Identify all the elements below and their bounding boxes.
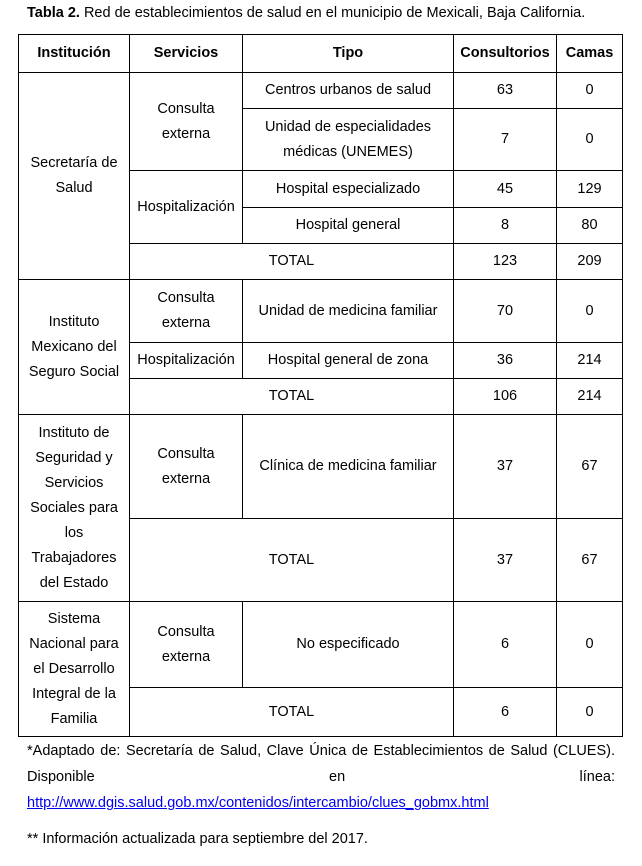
- camas-cell: 80: [557, 208, 623, 244]
- total-label: TOTAL: [130, 688, 454, 737]
- tipo-cell: Hospital general: [243, 208, 454, 244]
- source-link-wrapper: [27, 790, 489, 816]
- tipo-cell: Hospital general de zona: [243, 343, 454, 379]
- update-footnote: ** Información actualizada para septiembre del 2017.: [27, 831, 368, 847]
- header-tipo: Tipo: [243, 35, 454, 73]
- total-camas: 214: [557, 379, 623, 415]
- table-row: [19, 280, 623, 343]
- tipo-cell: Unidad de medicina familiar: [243, 280, 454, 343]
- tipo-cell: Clínica de medicina familiar: [243, 415, 454, 519]
- institution-cell: Sistema Nacional para el Desarrollo Integral de la Familia: [19, 602, 130, 737]
- consultorios-cell: 45: [454, 171, 557, 208]
- source-footnote: *Adaptado de: Secretaría de Salud, Clave Única de Establecimientos de Salud (CLUES). Disponible en línea:: [27, 743, 615, 785]
- total-camas: 0: [557, 688, 623, 737]
- consultorios-cell: 37: [454, 415, 557, 519]
- table-row: [19, 415, 623, 519]
- camas-cell: 67: [557, 415, 623, 519]
- total-camas: 209: [557, 244, 623, 280]
- consultorios-cell: 63: [454, 73, 557, 109]
- institution-cell: Secretaría de Salud: [19, 73, 130, 280]
- tipo-cell: Centros urbanos de salud: [243, 73, 454, 109]
- servicio-cell: Consulta externa: [130, 280, 243, 343]
- servicio-cell: Hospitalización: [130, 343, 243, 379]
- servicio-cell: Consulta externa: [130, 415, 243, 519]
- health-establishments-table: [18, 34, 623, 737]
- camas-cell: 214: [557, 343, 623, 379]
- header-servicios: Servicios: [130, 35, 243, 73]
- total-label: TOTAL: [130, 379, 454, 415]
- camas-cell: 0: [557, 109, 623, 171]
- total-label: TOTAL: [130, 519, 454, 602]
- header-consultorios: Consultorios: [454, 35, 557, 73]
- camas-cell: 129: [557, 171, 623, 208]
- camas-cell: 0: [557, 73, 623, 109]
- total-consultorios: 6: [454, 688, 557, 737]
- consultorios-cell: 6: [454, 602, 557, 688]
- caption-text: Red de establecimientos de salud en el municipio de Mexicali, Baja California.: [83, 5, 586, 21]
- tipo-cell: Hospital especializado: [243, 171, 454, 208]
- table-row: [19, 73, 623, 109]
- servicio-cell: Consulta externa: [130, 602, 243, 688]
- consultorios-cell: 8: [454, 208, 557, 244]
- institution-cell: Instituto de Seguridad y Servicios Sociales para los Trabajadores del Estado: [19, 415, 130, 602]
- header-camas: Camas: [557, 35, 623, 73]
- camas-cell: 0: [557, 602, 623, 688]
- source-link[interactable]: http://www.dgis.salud.gob.mx/contenidos/intercambio/clues_gobmx.html: [27, 795, 489, 811]
- total-label: TOTAL: [130, 244, 454, 280]
- consultorios-cell: 70: [454, 280, 557, 343]
- consultorios-cell: 36: [454, 343, 557, 379]
- caption-label: Tabla 2.: [27, 5, 80, 21]
- table-row: [19, 602, 623, 688]
- camas-cell: 0: [557, 280, 623, 343]
- institution-cell: Instituto Mexicano del Seguro Social: [19, 280, 130, 415]
- header-institucion: Institución: [19, 35, 130, 73]
- consultorios-cell: 7: [454, 109, 557, 171]
- header-row: [19, 35, 623, 73]
- tipo-cell: No especificado: [243, 602, 454, 688]
- tipo-cell: Unidad de especialidades médicas (UNEMES): [243, 109, 454, 171]
- servicio-cell: Hospitalización: [130, 171, 243, 244]
- servicio-cell: Consulta externa: [130, 73, 243, 171]
- total-camas: 67: [557, 519, 623, 602]
- table-caption: [27, 5, 585, 21]
- total-consultorios: 106: [454, 379, 557, 415]
- total-consultorios: 37: [454, 519, 557, 602]
- total-consultorios: 123: [454, 244, 557, 280]
